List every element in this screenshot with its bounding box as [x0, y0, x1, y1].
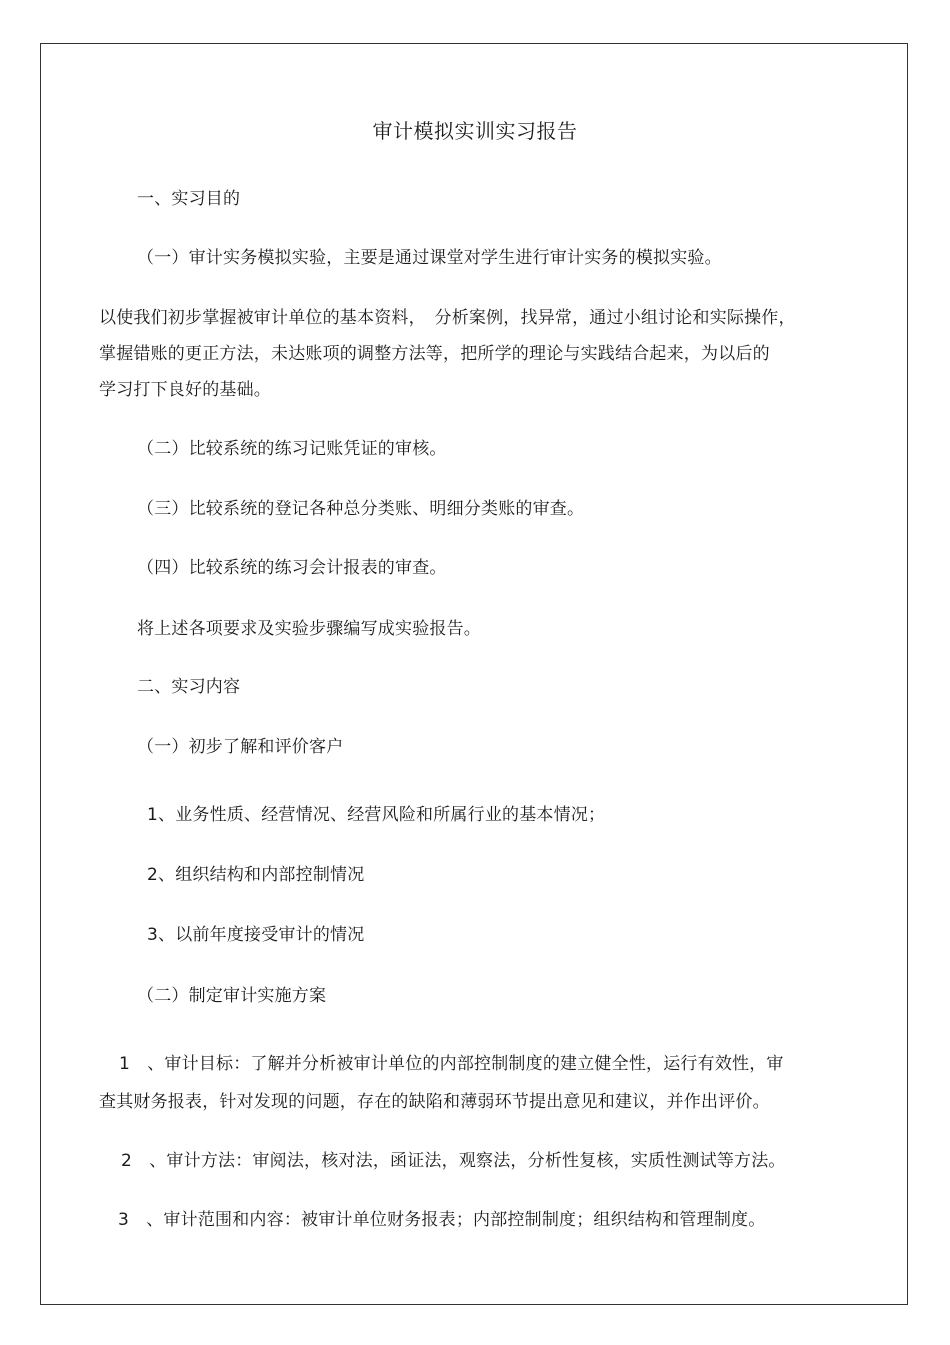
paragraph-line: （三）比较系统的登记各种总分类账、明细分类账的审查。: [137, 499, 585, 519]
paragraph-line: （一）审计实务模拟实验，主要是通过课堂对学生进行审计实务的模拟实验。: [137, 248, 722, 268]
list-item: 2 、审计方法：审阅法，核对法，函证法，观察法，分析性复核，实质性测试等方法。: [121, 1151, 786, 1171]
paragraph-line: 以使我们初步掌握被审计单位的基本资料， 分析案例，找异常，通过小组讨论和实际操作，: [99, 308, 796, 328]
list-item: 3、以前年度接受审计的情况: [147, 925, 365, 945]
paragraph-line: 学习打下良好的基础。: [99, 380, 271, 400]
subsection-heading: （二）制定审计实施方案: [137, 986, 327, 1006]
paragraph-line: 掌握错账的更正方法，未达账项的调整方法等，把所学的理论与实践结合起来，为以后的: [99, 344, 770, 364]
page-border: [40, 43, 908, 1305]
subsection-heading: （一）初步了解和评价客户: [137, 737, 344, 757]
list-item: 1、业务性质、经营情况、经营风险和所属行业的基本情况；: [147, 805, 606, 825]
paragraph-line: （二）比较系统的练习记账凭证的审核。: [137, 439, 447, 459]
paragraph-line: 将上述各项要求及实验步骤编写成实验报告。: [137, 619, 481, 639]
section-heading-content: 二、实习内容: [137, 677, 241, 697]
paragraph-line: （四）比较系统的练习会计报表的审查。: [137, 558, 447, 578]
section-heading-purpose: 一、实习目的: [137, 189, 241, 209]
list-item: 3 、审计范围和内容：被审计单位财务报表；内部控制制度；组织结构和管理制度。: [118, 1210, 766, 1230]
list-item: 1 、审计目标：了解并分析被审计单位的内部控制制度的建立健全性，运行有效性，审: [119, 1054, 784, 1074]
list-item: 2、组织结构和内部控制情况: [147, 865, 365, 885]
paragraph-line: 查其财务报表，针对发现的问题，存在的缺陷和薄弱环节提出意见和建议，并作出评价。: [99, 1092, 770, 1112]
document-title: 审计模拟实训实习报告: [372, 119, 578, 143]
